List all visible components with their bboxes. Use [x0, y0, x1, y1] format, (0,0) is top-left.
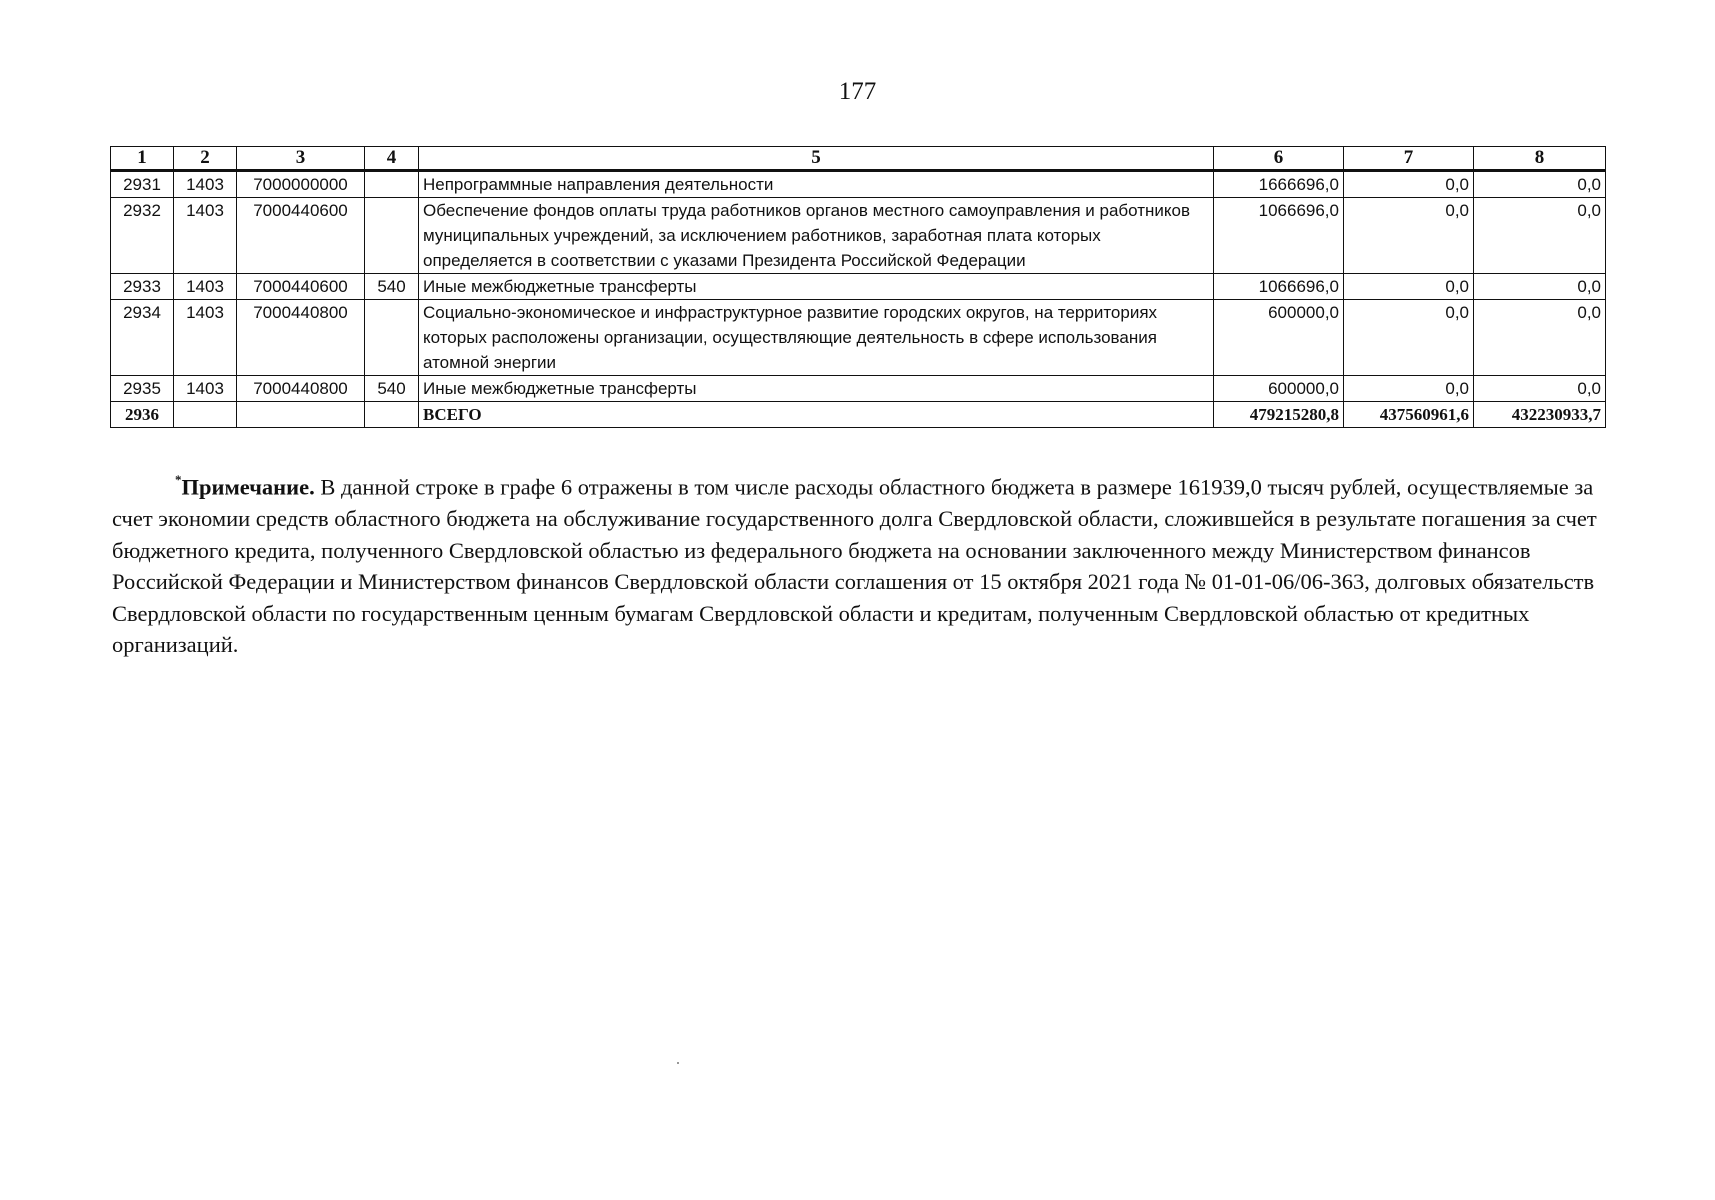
amount-col6-cell: 1666696,0 — [1214, 171, 1344, 198]
item-name-cell: Иные межбюджетные трансферты — [419, 274, 1214, 300]
table-row — [111, 300, 1606, 376]
target-code-cell — [237, 402, 365, 428]
column-header-4: 4 — [365, 147, 419, 171]
row-number-cell: 2933 — [111, 274, 174, 300]
table-total-row — [111, 402, 1606, 428]
table-header-row — [111, 147, 1606, 171]
column-header-1: 1 — [111, 147, 174, 171]
amount-col8-cell: 0,0 — [1474, 300, 1606, 376]
footnote-marker: * — [175, 472, 182, 487]
amount-col6-cell: 1066696,0 — [1214, 274, 1344, 300]
target-code-cell: 7000440600 — [237, 274, 365, 300]
footnote-lead: Примечание. — [181, 474, 315, 500]
amount-col6-cell: 600000,0 — [1214, 300, 1344, 376]
footnote — [112, 466, 1604, 661]
amount-col7-cell: 437560961,6 — [1344, 402, 1474, 428]
column-header-2: 2 — [174, 147, 237, 171]
expense-kind-cell — [365, 402, 419, 428]
row-number-cell: 2936 — [111, 402, 174, 428]
amount-col8-cell: 0,0 — [1474, 198, 1606, 274]
row-number-cell: 2931 — [111, 171, 174, 198]
column-header-6: 6 — [1214, 147, 1344, 171]
row-number-cell: 2935 — [111, 376, 174, 402]
section-code-cell — [174, 402, 237, 428]
item-name-cell: Непрограммные направления деятельности — [419, 171, 1214, 198]
table-row — [111, 274, 1606, 300]
section-code-cell: 1403 — [174, 376, 237, 402]
amount-col6-cell: 1066696,0 — [1214, 198, 1344, 274]
table-row — [111, 376, 1606, 402]
amount-col8-cell: 0,0 — [1474, 274, 1606, 300]
row-number-cell: 2934 — [111, 300, 174, 376]
amount-col8-cell: 0,0 — [1474, 171, 1606, 198]
scan-speck — [677, 1062, 679, 1064]
expense-kind-cell — [365, 300, 419, 376]
section-code-cell: 1403 — [174, 274, 237, 300]
amount-col7-cell: 0,0 — [1344, 274, 1474, 300]
budget-table — [110, 146, 1606, 428]
item-name-cell: Обеспечение фондов оплаты труда работников органов местного самоуправления и работников муниципальных учреждений, за исключением работников, заработная плата которых определяется в соответствии с указами Президента Российской Федерации — [419, 198, 1214, 274]
row-number-cell: 2932 — [111, 198, 174, 274]
amount-col7-cell: 0,0 — [1344, 198, 1474, 274]
column-header-3: 3 — [237, 147, 365, 171]
section-code-cell: 1403 — [174, 300, 237, 376]
page-number: 177 — [838, 78, 877, 105]
expense-kind-cell — [365, 171, 419, 198]
expense-kind-cell: 540 — [365, 376, 419, 402]
item-name-cell: Социально-экономическое и инфраструктурное развитие городских округов, на территориях которых расположены организации, осуществляющие деятельность в сфере использования атомной энергии — [419, 300, 1214, 376]
column-header-7: 7 — [1344, 147, 1474, 171]
footnote-text: В данной строке в графе 6 отражены в том числе расходы областного бюджета в размере 161939,0 тысяч рублей, осуществляемые за счет экономии средств областного бюджета на обслуживание государственного долга Свердловской области, сложившейся в результате погашения за счет бюджетного кредита, полученного Свердловской областью из федерального бюджета на основании заключенного между Министерством финансов Российской Федерации и Министерством финансов Свердловской области соглашения от 15 октября 2021 года № 01-01-06/06-363, долговых обязательств Свердловской области по государственным ценным бумагам Свердловской области и кредитам, полученным Свердловской областью от кредитных организаций. — [112, 474, 1597, 658]
table-row — [111, 198, 1606, 274]
expense-kind-cell — [365, 198, 419, 274]
target-code-cell: 7000440800 — [237, 376, 365, 402]
table-body — [111, 171, 1606, 428]
amount-col8-cell: 0,0 — [1474, 376, 1606, 402]
amount-col6-cell: 479215280,8 — [1214, 402, 1344, 428]
amount-col6-cell: 600000,0 — [1214, 376, 1344, 402]
section-code-cell: 1403 — [174, 198, 237, 274]
section-code-cell: 1403 — [174, 171, 237, 198]
target-code-cell: 7000000000 — [237, 171, 365, 198]
expense-kind-cell: 540 — [365, 274, 419, 300]
item-name-cell: ВСЕГО — [419, 402, 1214, 428]
amount-col7-cell: 0,0 — [1344, 171, 1474, 198]
amount-col7-cell: 0,0 — [1344, 300, 1474, 376]
target-code-cell: 7000440600 — [237, 198, 365, 274]
column-header-5: 5 — [419, 147, 1214, 171]
table-row — [111, 171, 1606, 198]
amount-col7-cell: 0,0 — [1344, 376, 1474, 402]
item-name-cell: Иные межбюджетные трансферты — [419, 376, 1214, 402]
target-code-cell: 7000440800 — [237, 300, 365, 376]
column-header-8: 8 — [1474, 147, 1606, 171]
amount-col8-cell: 432230933,7 — [1474, 402, 1606, 428]
